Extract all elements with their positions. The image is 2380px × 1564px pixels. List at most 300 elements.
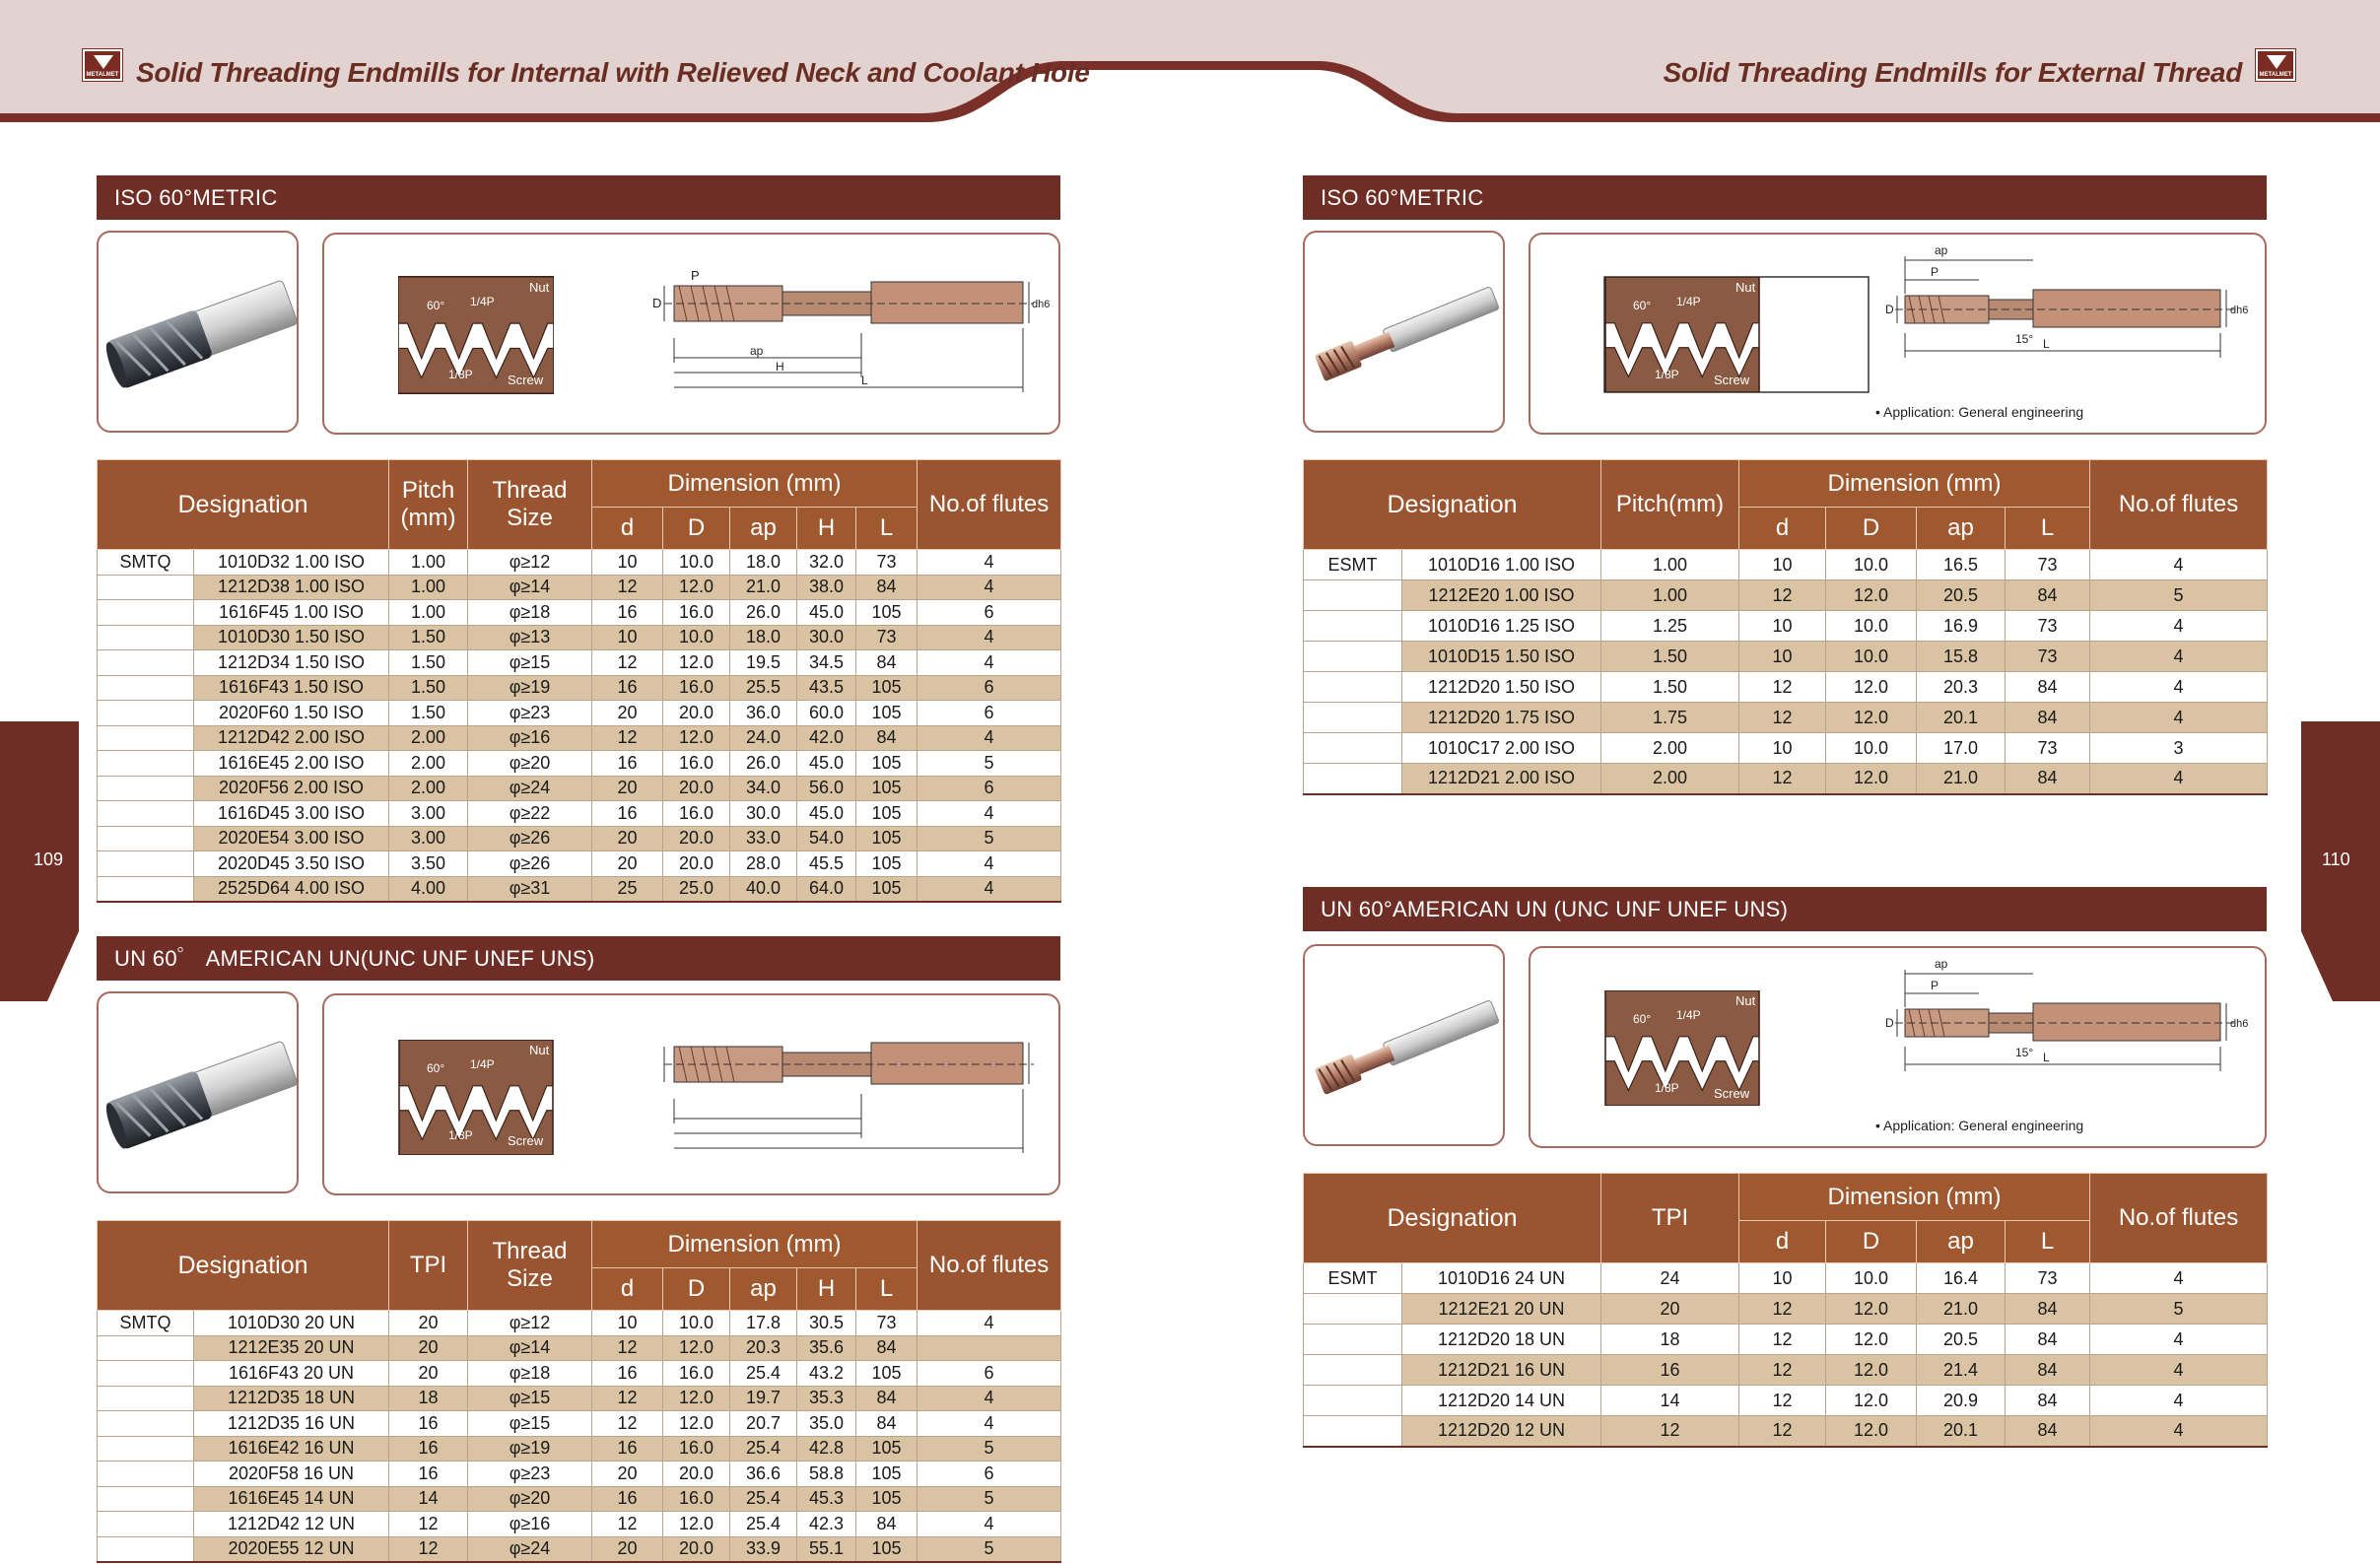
- cell-L: 84: [2006, 1294, 2090, 1325]
- cell-D: 12.0: [663, 1411, 730, 1437]
- cell-L: 73: [2006, 642, 2090, 672]
- cell-size: φ≥19: [468, 1436, 592, 1462]
- cell-H: 60.0: [797, 701, 856, 726]
- cell-series: [98, 1462, 194, 1487]
- cell-d: 12: [592, 1335, 663, 1361]
- cell-z: 6: [918, 1361, 1061, 1387]
- cell-code: 1212D38 1.00 ISO: [194, 575, 389, 600]
- cell-ap: 19.7: [730, 1386, 797, 1411]
- cell-D: 16.0: [663, 801, 730, 827]
- cell-code: 1616F43 1.50 ISO: [194, 675, 389, 701]
- col-flutes: No.of flutes: [918, 460, 1061, 550]
- cell-z: [918, 1335, 1061, 1361]
- cell-code: 1616E45 2.00 ISO: [194, 751, 389, 777]
- cell-ap: 20.3: [730, 1335, 797, 1361]
- cell-code: 1212D42 2.00 ISO: [194, 725, 389, 751]
- cell-D: 12.0: [663, 1335, 730, 1361]
- table-row: [1304, 1386, 2268, 1416]
- cell-size: φ≥23: [468, 701, 592, 726]
- svg-text:1/8P: 1/8P: [1655, 1081, 1679, 1095]
- cell-z: 5: [918, 1436, 1061, 1462]
- cell-tpi: 18: [389, 1386, 468, 1411]
- cell-code: 1010D32 1.00 ISO: [194, 550, 389, 576]
- table-row: [98, 851, 1061, 877]
- cell-ap: 16.4: [1917, 1263, 2006, 1294]
- cell-pitch: 1.50: [1601, 672, 1739, 703]
- cell-pitch: 2.00: [1601, 733, 1739, 764]
- cell-series: ESMT: [1304, 550, 1402, 580]
- cell-d: 16: [592, 675, 663, 701]
- cell-H: 45.0: [797, 600, 856, 626]
- cell-d: 20: [592, 776, 663, 801]
- cell-L: 84: [856, 575, 918, 600]
- cell-code: 1010D30 20 UN: [194, 1311, 389, 1336]
- svg-text:L: L: [861, 374, 868, 387]
- table-row: [98, 725, 1061, 751]
- cell-z: 5: [2090, 1294, 2268, 1325]
- table-row: [98, 1486, 1061, 1512]
- cell-L: 84: [2006, 1325, 2090, 1355]
- cell-z: 5: [918, 751, 1061, 777]
- cell-code: 1212D21 16 UN: [1402, 1355, 1601, 1386]
- brand-logo-right: METALMET: [2256, 49, 2295, 81]
- cell-D: 20.0: [663, 826, 730, 851]
- page-header: [0, 0, 2380, 123]
- cell-H: 45.0: [797, 751, 856, 777]
- svg-text:ap: ap: [750, 344, 764, 358]
- cell-tpi: 20: [389, 1361, 468, 1387]
- cell-d: 12: [1739, 1325, 1826, 1355]
- cell-series: [98, 1486, 194, 1512]
- cell-H: 54.0: [797, 826, 856, 851]
- cell-d: 16: [592, 751, 663, 777]
- cell-z: 5: [918, 826, 1061, 851]
- cell-ap: 24.0: [730, 725, 797, 751]
- cell-ap: 25.4: [730, 1361, 797, 1387]
- cell-series: [1304, 1325, 1402, 1355]
- cell-ap: 36.0: [730, 701, 797, 726]
- cell-d: 12: [1739, 1416, 1826, 1447]
- cell-L: 84: [856, 725, 918, 751]
- cell-code: 1010D16 1.25 ISO: [1402, 611, 1601, 642]
- cell-size: φ≥31: [468, 876, 592, 902]
- svg-text:P: P: [691, 268, 700, 283]
- cell-z: 4: [918, 550, 1061, 576]
- cell-series: [98, 675, 194, 701]
- cell-series: [1304, 733, 1402, 764]
- cell-code: 1212D20 1.50 ISO: [1402, 672, 1601, 703]
- cell-series: [1304, 611, 1402, 642]
- cell-L: 105: [856, 826, 918, 851]
- cell-ap: 25.4: [730, 1486, 797, 1512]
- cell-size: φ≥12: [468, 1311, 592, 1336]
- tool-photo-box: [1303, 944, 1505, 1146]
- cell-z: 4: [918, 1311, 1061, 1336]
- col-D: D: [1826, 1221, 1917, 1263]
- cell-L: 84: [2006, 1386, 2090, 1416]
- cell-D: 16.0: [663, 1361, 730, 1387]
- endmill-photo: [99, 993, 299, 1193]
- cell-H: 45.0: [797, 801, 856, 827]
- cell-d: 20: [592, 1462, 663, 1487]
- col-ap: ap: [730, 1268, 797, 1311]
- table-row: [1304, 1263, 2268, 1294]
- col-flutes: No.of flutes: [2090, 1174, 2268, 1263]
- cell-D: 16.0: [663, 600, 730, 626]
- cell-d: 16: [592, 1361, 663, 1387]
- cell-pitch: 2.00: [389, 776, 468, 801]
- diagram-box: [322, 233, 1060, 435]
- cell-D: 16.0: [663, 1486, 730, 1512]
- cell-d: 10: [592, 625, 663, 650]
- svg-text:Nut: Nut: [529, 280, 550, 295]
- cell-tpi: 12: [389, 1512, 468, 1537]
- cell-D: 12.0: [1826, 703, 1917, 733]
- cell-tpi: 16: [389, 1436, 468, 1462]
- cell-code: 2020F56 2.00 ISO: [194, 776, 389, 801]
- svg-text:Nut: Nut: [529, 1043, 550, 1057]
- cell-d: 12: [592, 650, 663, 676]
- cell-code: 1010D30 1.50 ISO: [194, 625, 389, 650]
- cell-z: 4: [918, 575, 1061, 600]
- cell-L: 84: [2006, 1355, 2090, 1386]
- endmill-photo: [1305, 946, 1505, 1146]
- table-row: [1304, 764, 2268, 794]
- cell-d: 10: [1739, 1263, 1826, 1294]
- cell-D: 12.0: [1826, 580, 1917, 611]
- cell-series: [98, 1411, 194, 1437]
- table-row: [1304, 733, 2268, 764]
- cell-L: 105: [856, 801, 918, 827]
- col-flutes: No.of flutes: [2090, 460, 2268, 550]
- cell-D: 12.0: [663, 650, 730, 676]
- svg-text:1/8P: 1/8P: [448, 368, 473, 381]
- cell-L: 105: [856, 851, 918, 877]
- svg-text:Nut: Nut: [1735, 280, 1756, 295]
- cell-L: 105: [856, 751, 918, 777]
- cell-D: 12.0: [1826, 1386, 1917, 1416]
- col-L: L: [2006, 1221, 2090, 1263]
- cell-D: 12.0: [663, 1386, 730, 1411]
- cell-tpi: 12: [1601, 1416, 1739, 1447]
- spec-table-left-un: [97, 1220, 1061, 1563]
- cell-z: 4: [2090, 550, 2268, 580]
- cell-size: φ≥16: [468, 1512, 592, 1537]
- col-ap: ap: [730, 508, 797, 550]
- cell-tpi: 12: [389, 1536, 468, 1562]
- svg-text:Nut: Nut: [1735, 993, 1756, 1008]
- cell-L: 105: [856, 876, 918, 902]
- cell-z: 6: [918, 776, 1061, 801]
- cell-series: [98, 1512, 194, 1537]
- cell-H: 43.5: [797, 675, 856, 701]
- cell-tpi: 20: [1601, 1294, 1739, 1325]
- cell-series: [98, 725, 194, 751]
- cell-z: 6: [918, 600, 1061, 626]
- svg-text:D: D: [1885, 1016, 1894, 1030]
- diagram-box: [1529, 946, 2267, 1148]
- cell-tpi: 16: [1601, 1355, 1739, 1386]
- cell-pitch: 1.25: [1601, 611, 1739, 642]
- cell-code: 1212D35 18 UN: [194, 1386, 389, 1411]
- cell-ap: 25.5: [730, 675, 797, 701]
- tool-photo-box: [97, 991, 299, 1193]
- cell-series: [98, 650, 194, 676]
- col-dimension: Dimension (mm): [592, 460, 918, 508]
- cell-H: 43.2: [797, 1361, 856, 1387]
- cell-z: 4: [918, 851, 1061, 877]
- cell-size: φ≥20: [468, 1486, 592, 1512]
- cell-L: 84: [2006, 672, 2090, 703]
- col-tpi: TPI: [1601, 1174, 1739, 1263]
- cell-size: φ≥16: [468, 725, 592, 751]
- cell-H: 42.0: [797, 725, 856, 751]
- svg-text:dh6: dh6: [1032, 299, 1051, 310]
- cell-ap: 33.9: [730, 1536, 797, 1562]
- cell-pitch: 1.75: [1601, 703, 1739, 733]
- col-D: D: [663, 1268, 730, 1311]
- col-H: H: [797, 508, 856, 550]
- cell-L: 105: [856, 675, 918, 701]
- col-D: D: [1826, 508, 1917, 550]
- thread-diagram: [324, 235, 1060, 435]
- table-row: [98, 625, 1061, 650]
- cell-ap: 20.7: [730, 1411, 797, 1437]
- cell-size: φ≥23: [468, 1462, 592, 1487]
- spec-table-left-iso: [97, 459, 1061, 903]
- table-row: [1304, 1294, 2268, 1325]
- cell-size: φ≥20: [468, 751, 592, 777]
- cell-tpi: 24: [1601, 1263, 1739, 1294]
- col-pitch: Pitch(mm): [1601, 460, 1739, 550]
- cell-ap: 25.4: [730, 1436, 797, 1462]
- svg-text:60°: 60°: [1633, 299, 1652, 312]
- cell-series: ESMT: [1304, 1263, 1402, 1294]
- cell-D: 20.0: [663, 851, 730, 877]
- cell-L: 73: [856, 550, 918, 576]
- section-title-left-un: UN 60゜ AMERICAN UN(UNC UNF UNEF UNS): [97, 936, 1060, 981]
- cell-D: 12.0: [663, 1512, 730, 1537]
- page-number-left: 109: [34, 850, 64, 869]
- table-row: [98, 876, 1061, 902]
- cell-D: 16.0: [663, 751, 730, 777]
- table-row: [98, 1386, 1061, 1411]
- cell-series: SMTQ: [98, 1311, 194, 1336]
- cell-series: [98, 1386, 194, 1411]
- svg-text:ap: ap: [1935, 243, 1948, 257]
- cell-pitch: 1.50: [389, 625, 468, 650]
- cell-code: 1616F43 20 UN: [194, 1361, 389, 1387]
- cell-H: 34.5: [797, 650, 856, 676]
- cell-ap: 20.1: [1917, 1416, 2006, 1447]
- table-row: [98, 1462, 1061, 1487]
- cell-d: 12: [1739, 672, 1826, 703]
- cell-H: 30.5: [797, 1311, 856, 1336]
- cell-L: 105: [856, 1462, 918, 1487]
- cell-H: 55.1: [797, 1536, 856, 1562]
- cell-pitch: 3.00: [389, 801, 468, 827]
- cell-L: 73: [2006, 550, 2090, 580]
- cell-pitch: 2.00: [389, 751, 468, 777]
- cell-series: [98, 600, 194, 626]
- svg-text:P: P: [1931, 979, 1939, 992]
- cell-size: φ≥14: [468, 1335, 592, 1361]
- cell-L: 105: [856, 1436, 918, 1462]
- svg-text:D: D: [652, 296, 662, 310]
- cell-d: 10: [592, 1311, 663, 1336]
- cell-L: 105: [856, 701, 918, 726]
- col-designation: Designation: [98, 460, 389, 550]
- cell-z: 4: [2090, 1355, 2268, 1386]
- cell-series: [1304, 1355, 1402, 1386]
- cell-size: φ≥26: [468, 851, 592, 877]
- cell-H: 35.3: [797, 1386, 856, 1411]
- cell-series: [98, 826, 194, 851]
- cell-series: [98, 701, 194, 726]
- cell-d: 12: [1739, 1294, 1826, 1325]
- svg-text:dh6: dh6: [2230, 305, 2249, 316]
- cell-z: 3: [2090, 733, 2268, 764]
- cell-L: 84: [856, 1335, 918, 1361]
- cell-z: 4: [2090, 703, 2268, 733]
- cell-d: 12: [592, 1411, 663, 1437]
- svg-text:1/4P: 1/4P: [470, 295, 495, 308]
- cell-d: 12: [1739, 1386, 1826, 1416]
- cell-series: [98, 625, 194, 650]
- cell-d: 10: [1739, 733, 1826, 764]
- cell-D: 10.0: [1826, 733, 1917, 764]
- cell-ap: 25.4: [730, 1512, 797, 1537]
- cell-code: 1212D20 12 UN: [1402, 1416, 1601, 1447]
- cell-series: [1304, 1386, 1402, 1416]
- cell-L: 73: [856, 625, 918, 650]
- spec-table-right-un: [1303, 1173, 2268, 1448]
- cell-code: 2020D45 3.50 ISO: [194, 851, 389, 877]
- col-thread-size: Thread Size: [468, 1221, 592, 1311]
- page-title-left: Solid Threading Endmills for Internal with Relieved Neck and Coolant Hole: [136, 57, 1090, 88]
- cell-z: 4: [918, 876, 1061, 902]
- table-row: [98, 650, 1061, 676]
- col-d: d: [592, 508, 663, 550]
- svg-text:60°: 60°: [1633, 1012, 1652, 1026]
- col-D: D: [663, 508, 730, 550]
- cell-ap: 20.3: [1917, 672, 2006, 703]
- col-dimension: Dimension (mm): [1739, 460, 2090, 508]
- cell-series: [98, 1436, 194, 1462]
- cell-z: 4: [2090, 1325, 2268, 1355]
- cell-code: 1010D15 1.50 ISO: [1402, 642, 1601, 672]
- cell-size: φ≥24: [468, 776, 592, 801]
- cell-series: [1304, 672, 1402, 703]
- cell-code: 1616E42 16 UN: [194, 1436, 389, 1462]
- svg-text:dh6: dh6: [2230, 1018, 2249, 1030]
- cell-z: 4: [2090, 1386, 2268, 1416]
- cell-L: 84: [856, 1512, 918, 1537]
- svg-text:60°: 60°: [427, 299, 445, 312]
- col-d: d: [1739, 508, 1826, 550]
- cell-L: 105: [856, 776, 918, 801]
- cell-z: 4: [918, 725, 1061, 751]
- cell-d: 12: [1739, 1355, 1826, 1386]
- table-row: [1304, 703, 2268, 733]
- cell-series: [1304, 764, 1402, 794]
- cell-code: 1010C17 2.00 ISO: [1402, 733, 1601, 764]
- diagram-box: [1529, 233, 2267, 435]
- cell-d: 16: [592, 600, 663, 626]
- col-d: d: [1739, 1221, 1826, 1263]
- cell-D: 10.0: [1826, 642, 1917, 672]
- cell-z: 4: [918, 625, 1061, 650]
- cell-d: 20: [592, 1536, 663, 1562]
- cell-code: 1010D16 1.00 ISO: [1402, 550, 1601, 580]
- cell-ap: 16.9: [1917, 611, 2006, 642]
- cell-d: 12: [592, 725, 663, 751]
- cell-tpi: 18: [1601, 1325, 1739, 1355]
- table-row: [98, 1335, 1061, 1361]
- cell-tpi: 20: [389, 1311, 468, 1336]
- cell-series: [98, 851, 194, 877]
- cell-size: φ≥22: [468, 801, 592, 827]
- cell-ap: 30.0: [730, 801, 797, 827]
- cell-z: 4: [2090, 1416, 2268, 1447]
- cell-L: 105: [856, 1486, 918, 1512]
- cell-z: 4: [918, 1512, 1061, 1537]
- cell-series: [1304, 642, 1402, 672]
- cell-z: 5: [918, 1486, 1061, 1512]
- application-note: • Application: General engineering: [1875, 1118, 2084, 1133]
- cell-D: 12.0: [663, 575, 730, 600]
- cell-d: 12: [1739, 580, 1826, 611]
- cell-D: 12.0: [1826, 1325, 1917, 1355]
- cell-D: 10.0: [1826, 611, 1917, 642]
- table-row: [98, 1512, 1061, 1537]
- table-row: [1304, 1325, 2268, 1355]
- cell-L: 105: [856, 1536, 918, 1562]
- table-row: [1304, 642, 2268, 672]
- cell-z: 6: [918, 1462, 1061, 1487]
- spec-table-right-iso: [1303, 459, 2268, 795]
- cell-d: 10: [592, 550, 663, 576]
- cell-tpi: 14: [389, 1486, 468, 1512]
- cell-z: 6: [918, 675, 1061, 701]
- cell-series: [98, 801, 194, 827]
- cell-z: 4: [918, 1411, 1061, 1437]
- cell-D: 10.0: [663, 625, 730, 650]
- table-row: [98, 1536, 1061, 1562]
- cell-D: 20.0: [663, 776, 730, 801]
- svg-text:Screw: Screw: [1714, 373, 1750, 387]
- col-ap: ap: [1917, 1221, 2006, 1263]
- svg-text:Screw: Screw: [508, 1133, 544, 1148]
- cell-D: 20.0: [663, 701, 730, 726]
- cell-series: [98, 575, 194, 600]
- table-row: [1304, 1355, 2268, 1386]
- col-d: d: [592, 1268, 663, 1311]
- cell-ap: 28.0: [730, 851, 797, 877]
- cell-ap: 17.0: [1917, 733, 2006, 764]
- cell-H: 32.0: [797, 550, 856, 576]
- cell-H: 42.3: [797, 1512, 856, 1537]
- col-L: L: [856, 1268, 918, 1311]
- cell-z: 4: [2090, 642, 2268, 672]
- cell-D: 20.0: [663, 1462, 730, 1487]
- cell-series: [1304, 703, 1402, 733]
- cell-D: 12.0: [1826, 1355, 1917, 1386]
- cell-d: 12: [592, 575, 663, 600]
- cell-ap: 21.4: [1917, 1355, 2006, 1386]
- cell-L: 84: [2006, 1416, 2090, 1447]
- cell-pitch: 1.50: [389, 650, 468, 676]
